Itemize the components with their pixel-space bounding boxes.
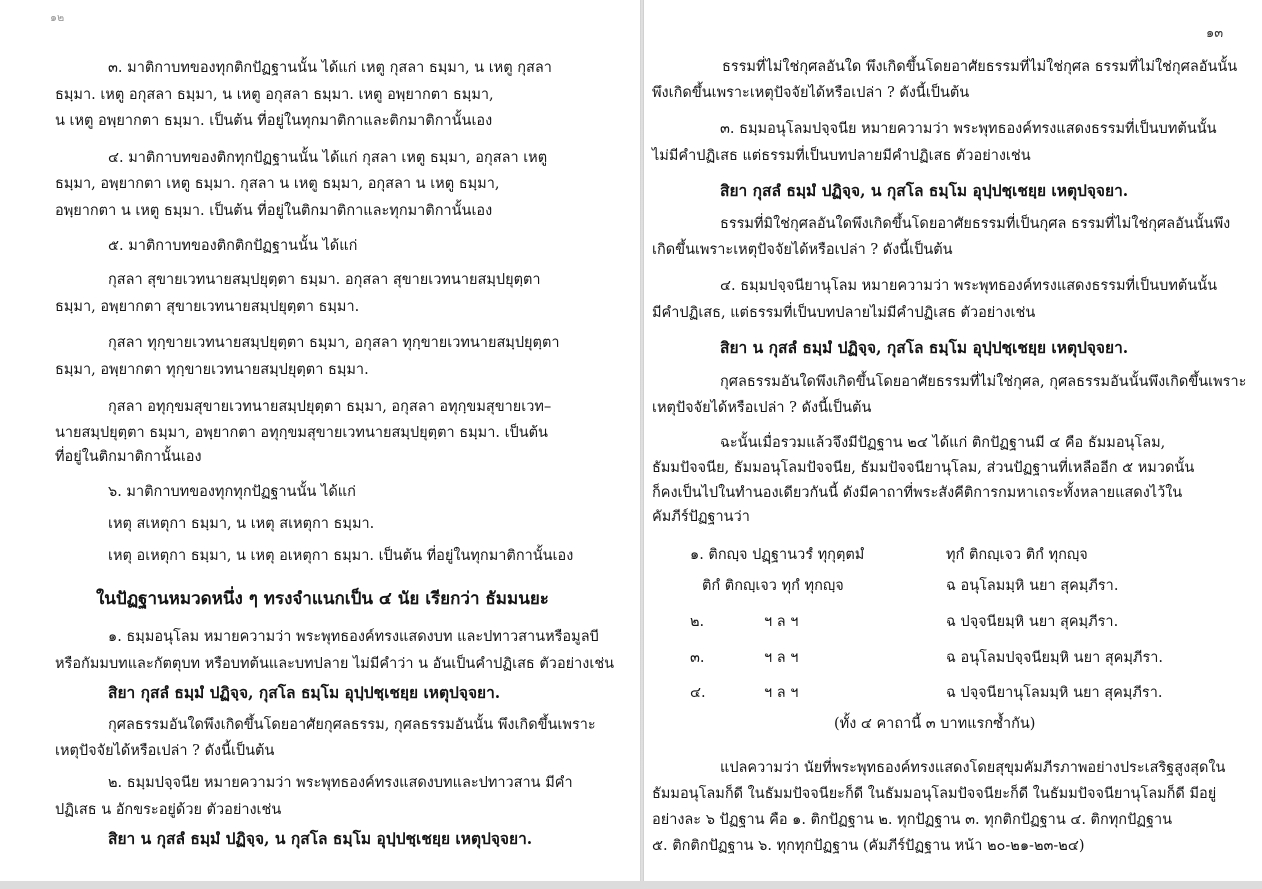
text-line: ๖. มาติกาบทของทุกทุกปัฏฐานนั้น ได้แก่ (108, 484, 356, 500)
text-line: พึงเกิดขึ้นเพราะเหตุปัจจัยได้หรือเปล่า ? ดังนี้เป็นต้น (652, 85, 970, 101)
text-line: กุสลา ทุกฺขายเวทนายสมฺปยุตฺตา ธมฺมา, อกุสลา ทุกฺขายเวทนายสมฺปยุตฺตา (108, 335, 560, 351)
text-line: เหตุ สเหตุกา ธมฺมา, น เหตุ สเหตุกา ธมฺมา. (108, 516, 375, 532)
text-line: ก็คงเป็นไปในทำนองเดียวกันนี้ ดังมีคาถาที่พระสังคีติการกมหาเถระทั้งหลายแสดงไว้ใน (652, 485, 1183, 501)
verse-right: ฉ อนุโลมปจฺจนียมฺหิ นยา สุคมฺภีรา. (946, 650, 1164, 666)
text-line: ธมฺมา, อพฺยากตา เหตู ธมฺมา. กุสลา น เหตู ธมฺมา, อกุสลา น เหตู ธมฺมา, (55, 176, 500, 192)
text-line: น เหตู อพฺยากตา ธมฺมา. เป็นต้น ที่อยู่ในทุกมาติกาและติกมาติกานั้นเอง (55, 113, 493, 129)
section-heading: ในปัฏฐานหมวดหนึ่ง ๆ ทรงจำแนกเป็น ๔ นัย เรียกว่า ธัมมนยะ (96, 589, 549, 609)
text-line: กุศลธรรมอันใดพึงเกิดขึ้นโดยอาศัยกุศลธรรม, กุศลธรรมอันนั้น พึงเกิดขึ้นเพราะ (108, 717, 596, 733)
text-line: ธรรมที่ไม่ใช่กุศลอันใด พึงเกิดขึ้นโดยอาศัยธรรมที่ไม่ใช่กุศล ธรรมที่ไม่ใช่กุศลอันนั้น (722, 59, 1238, 75)
text-line: ๓. มาติกาบทของทุกติกปัฏฐานนั้น ได้แก่ เหตู กุสลา ธมฺมา, น เหตู กุสลา (108, 60, 552, 76)
text-line: หรือกัมมบทและกัตตุบท หรือบทต้นและบทปลาย ไม่มีคำว่า น อันเป็นคำปฏิเสธ ตัวอย่างเช่น (55, 656, 615, 672)
verse-left: ติกํ ติกญฺเจว ทุกํ ทุกญฺจ (702, 578, 844, 594)
verse-number: ๔. (690, 685, 706, 701)
text-line: คัมภีร์ปัฏฐานว่า (652, 509, 750, 525)
page-bottom-edge (0, 881, 1262, 889)
verse-note: (ทั้ง ๔ คาถานี้ ๓ บาทแรกซ้ำกัน) (834, 716, 1036, 732)
verse-right: ฉ ปจฺจนียานุโลมมฺหิ นยา สุคมฺภีรา. (946, 685, 1163, 701)
text-line: ๕. ติกติกปัฏฐาน ๖. ทุกทุกปัฏฐาน (คัมภีร์ปัฏฐาน หน้า ๒๐-๒๑-๒๓-๒๔) (652, 838, 1085, 854)
text-line: ธมฺมา, อพฺยากตา สุขายเวทนายสมฺปยุตฺตา ธมฺมา. (55, 299, 360, 315)
text-line: นายสมฺปยุตฺตา ธมฺมา, อพฺยากตา อทุกฺขมสุขายเวทนายสมฺปยุตฺตา ธมฺมา. เป็นต้น (55, 425, 548, 441)
text-line: เกิดขึ้นเพราะเหตุปัจจัยได้หรือเปล่า ? ดังนี้เป็นต้น (652, 242, 953, 258)
verse-left: ฯ ล ฯ (764, 685, 799, 701)
text-line: ปฏิเสธ น อักขระอยู่ด้วย ตัวอย่างเช่น (55, 802, 282, 818)
verse-right: ฉ ปจฺจนียมฺหิ นยา สุคมฺภีรา. (946, 614, 1119, 630)
text-line: เหตุปัจจัยได้หรือเปล่า ? ดังนี้เป็นต้น (55, 743, 275, 759)
text-line: กุสลา สุขายเวทนายสมฺปยุตฺตา ธมฺมา. อกุสลา สุขายเวทนายสมฺปยุตฺตา (108, 272, 541, 288)
text-line: ๕. มาติกาบทของติกติกปัฏฐานนั้น ได้แก่ (108, 238, 358, 254)
text-line: กุศลธรรมอันใดพึงเกิดขึ้นโดยอาศัยธรรมที่ไม่ใช่กุศล, กุศลธรรมอันนั้นพึงเกิดขึ้นเพราะ (720, 374, 1247, 390)
text-line: ๓. ธมฺมอนุโลมปจฺจนีย หมายความว่า พระพุทธองค์ทรงแสดงธรรมที่เป็นบทต้นนั้น (720, 121, 1217, 137)
text-line: ๑. ธมฺมอนุโลม หมายความว่า พระพุทธองค์ทรงแสดงบท และปทาวสานหรือมูลบี (108, 629, 599, 645)
text-line: ที่อยู่ในติกมาติกานั้นเอง (55, 449, 202, 465)
pali-example: สิยา น กุสลํ ธมฺมํ ปฏิจฺจ, น กุสโล ธมฺโม อุปฺปชฺเชยฺย เหตุปจฺจยา. (108, 829, 533, 848)
text-line: ธรรมที่มิใช่กุศลอันใดพึงเกิดขึ้นโดยอาศัยธรรมที่เป็นกุศล ธรรมที่ไม่ใช่กุศลอันนั้นพึง (720, 216, 1231, 232)
text-line: ๔. ธมฺมปจฺจนียานุโลม หมายความว่า พระพุทธองค์ทรงแสดงธรรมที่เป็นบทต้นนั้น (720, 278, 1218, 294)
verse-number: ๒. (690, 614, 705, 630)
text-line: ธมฺมา. เหตู อกุสลา ธมฺมา, น เหตู อกุสลา ธมฺมา. เหตู อพฺยากตา ธมฺมา, (55, 87, 494, 103)
text-line: ไม่มีคำปฏิเสธ แต่ธรรมที่เป็นบทปลายมีคำปฏิเสธ ตัวอย่างเช่น (652, 148, 1031, 164)
pali-example: สิยา น กุสลํ ธมฺมํ ปฏิจฺจ, กุสโล ธมฺโม อุปฺปชฺเชยฺย เหตุปจฺจยา. (720, 338, 1129, 357)
right-page (644, 0, 1262, 889)
verse-number: ๓. (690, 650, 705, 666)
verse-left: ๑. ติกญฺจ ปฏฺฐานวรํ ทุกุตฺตมํ (690, 547, 865, 563)
pali-example: สิยา กุสลํ ธมฺมํ ปฏิจฺจ, น กุสโล ธมฺโม อุปฺปชฺเชยฺย เหตุปจฺจยา. (720, 181, 1129, 200)
verse-left: ฯ ล ฯ (764, 614, 799, 630)
verse-left: ฯ ล ฯ (764, 650, 799, 666)
text-line: มีคำปฏิเสธ, แต่ธรรมที่เป็นบทปลายไม่มีคำปฏิเสธ ตัวอย่างเช่น (652, 305, 1036, 321)
verse-right: ทุกํ ติกญฺเจว ติกํ ทุกญฺจ (946, 547, 1088, 563)
text-line: เหตุปัจจัยได้หรือเปล่า ? ดังนี้เป็นต้น (652, 400, 872, 416)
page-number-left: ๑๒ (50, 11, 65, 24)
text-line: ธมฺมา, อพฺยากตา ทุกฺขายเวทนายสมฺปยุตฺตา ธมฺมา. (55, 362, 369, 378)
text-line: ๔. มาติกาบทของติกทุกปัฏฐานนั้น ได้แก่ กุสลา เหตู ธมฺมา, อกุสลา เหตู (108, 150, 548, 166)
page-number-right: ๑๓ (1206, 26, 1224, 41)
text-line: กุสลา อทุกฺขมสุขายเวทนายสมฺปยุตฺตา ธมฺมา, อกุสลา อทุกฺขมสุขายเวท– (108, 399, 552, 415)
text-line: ธัมมอนุโลมก็ดี ในธัมมปัจจนียะก็ดี ในธัมมอนุโลมปัจจนียะก็ดี ในธัมมปัจจนียานุโลมก็ดี มีอยู่ (652, 786, 1217, 802)
text-line: อย่างละ ๖ ปัฏฐาน คือ ๑. ติกปัฏฐาน ๒. ทุกปัฏฐาน ๓. ทุกติกปัฏฐาน ๔. ติกทุกปัฏฐาน (652, 812, 1173, 828)
text-line: ๒. ธมฺมปจฺจนีย หมายความว่า พระพุทธองค์ทรงแสดงบทและปทาวสาน มีคำ (108, 775, 573, 791)
text-line: ฉะนั้นเมื่อรวมแล้วจึงมีปัฏฐาน ๒๔ ได้แก่ ติกปัฏฐานมี ๔ คือ ธัมมอนุโลม, (720, 435, 1166, 451)
text-line: อพฺยากตา น เหตู ธมฺมา. เป็นต้น ที่อยู่ในติกมาติกาและทุกมาติกานั้นเอง (55, 203, 493, 219)
verse-right: ฉ อนุโลมมฺหิ นยา สุคมฺภีรา. (946, 578, 1119, 594)
text-line: เหตุ อเหตุกา ธมฺมา, น เหตุ อเหตุกา ธมฺมา. เป็นต้น ที่อยู่ในทุกมาติกานั้นเอง (108, 548, 574, 564)
text-line: ธัมมปัจจนีย, ธัมมอนุโลมปัจจนีย, ธัมมปัจจนียานุโลม, ส่วนปัฏฐานที่เหลืออีก ๕ หมวดนั้น (652, 460, 1195, 476)
text-line: แปลความว่า นัยที่พระพุทธองค์ทรงแสดงโดยสุขุมคัมภีรภาพอย่างประเสริฐสูงสุดใน (720, 760, 1226, 776)
pali-example: สิยา กุสลํ ธมฺมํ ปฏิจฺจ, กุสโล ธมฺโม อุปฺปชฺเชยฺย เหตุปจฺจยา. (108, 683, 501, 702)
